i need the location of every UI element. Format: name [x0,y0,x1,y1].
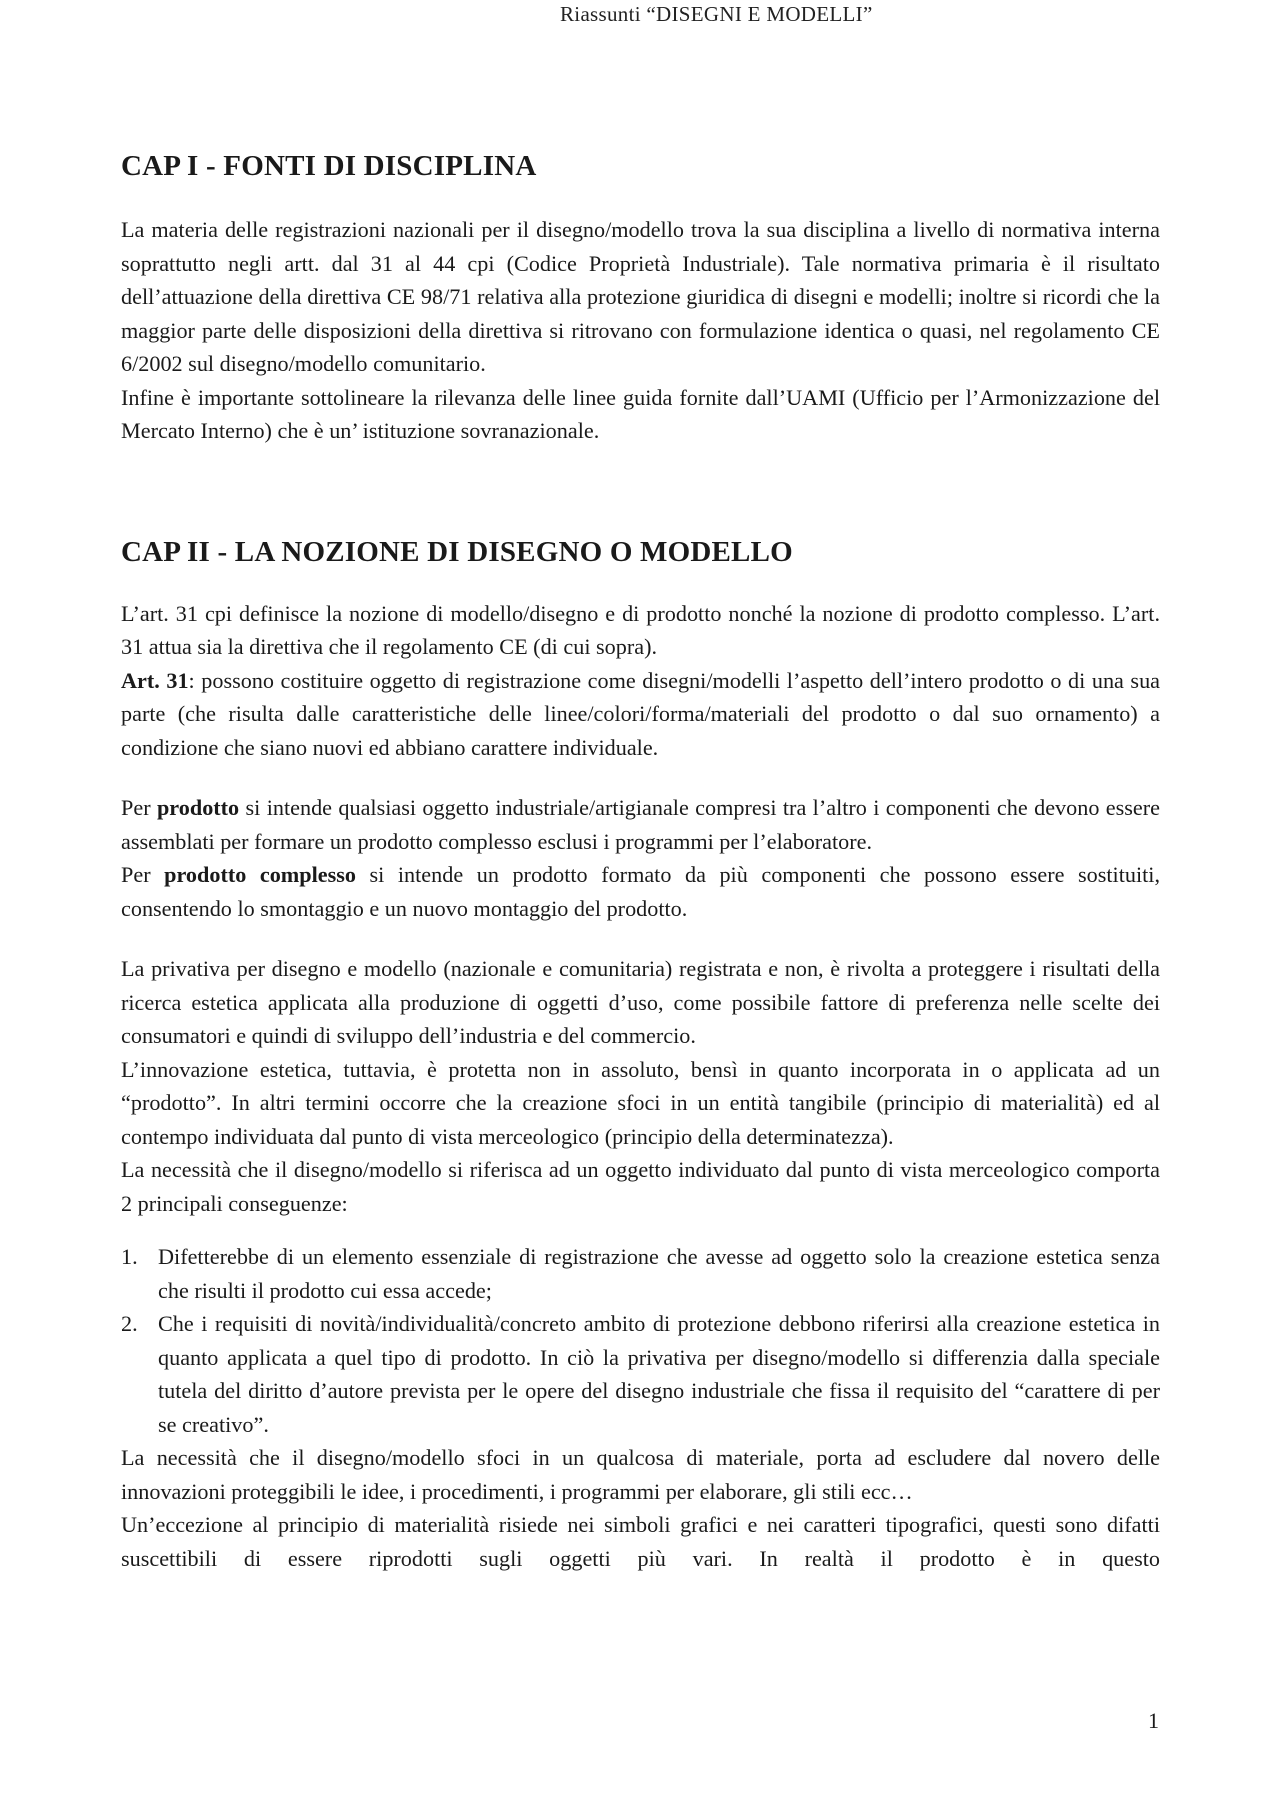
chapter-2-intro-paragraph: L’art. 31 cpi definisce la nozione di modello/disegno e di prodotto nonché la nozione di prodotto complesso. L’art. 31 attua sia la direttiva che il regolamento CE (di cui sopra). [121,600,1160,659]
chapter-1-paragraph-1: La materia delle registrazioni nazionali per il disegno/modello trova la sua disciplina a livello di normativa interna soprattutto negli artt. dal 31 al 44 cpi (Codice Proprietà Industriale). Tale normativa primaria è il risultato dell’attuazione della direttiva CE 98/71 relativa alla protezione giuridica di disegni e modelli; inoltre si ricordi che la maggior parte delle disposizioni della direttiva si ritrovano con formulazione identica o quasi, nel regolamento CE 6/2002 sul disegno/modello comunitario. [121,217,1160,376]
list-item [121,1307,1160,1441]
privativa-paragraph: La privativa per disegno e modello (nazionale e comunitaria) registrata e non, è rivolta a proteggere i risultati della ricerca estetica applicata alla produzione di oggetti d’uso, come possibile fattore di preferenza nelle scelte dei consumatori e quindi di sviluppo dell’industria e del commercio. [121,956,1160,1048]
document-body [121,148,1160,1575]
prodotto-text: si intende qualsiasi oggetto industriale/artigianale compresi tra l’altro i componenti che devono essere assemblati per formare un prodotto complesso esclusi i programmi per l’elaboratore. [121,795,1161,854]
consequences-list [121,1240,1160,1441]
complesso-text: si intende un prodotto formato da più componenti che possono essere sostituiti, consentendo lo smontaggio e un nuovo montaggio del prodotto. [121,862,1160,921]
list-item-number: 1. [121,1244,138,1269]
paragraph-spacer [121,764,1160,791]
paragraph-spacer [121,1220,1160,1240]
materiale-paragraph: La necessità che il disegno/modello sfoci in un qualcosa di materiale, porta ad escludere dal novero delle innovazioni proteggibili le idee, i procedimenti, i programmi per elaborare, gli stili ecc… [121,1445,1160,1504]
art-31-label: Art. 31 [121,667,189,693]
eccezione-paragraph: Un’eccezione al principio di materialità risiede nei simboli grafici e nei caratteri tipografici, questi sono difatti suscettibili di essere riprodotti sugli oggetti più vari. In realtà il prodotto è in questo [121,1512,1160,1571]
art-31-paragraph [121,664,1160,765]
chapter-1-paragraph-2: Infine è importante sottolineare la rilevanza delle linee guida fornite dall’UAMI (Ufficio per l’Armonizzazione del Mercato Interno) che è un’ istituzione sovranazionale. [121,384,1160,443]
list-item-text: Che i requisiti di novità/individualità/concreto ambito di protezione debbono riferirsi alla creazione estetica in quanto applicata a quel tipo di prodotto. In ciò la privativa per disegno/modello si differenzia dalla speciale tutela del diritto d’autore prevista per le opere del disegno industriale che fissa il requisito del “carattere di per se creativo”. [158,1311,1160,1437]
complesso-prefix: Per [121,862,165,887]
art-31-text: : possono costituire oggetto di registrazione come disegni/modelli l’aspetto dell’intero prodotto o di una sua parte (che risulta dalle caratteristiche delle linee/colori/forma/materiali del prodotto o dal suo ornamento) a condizione che siano nuovi ed abbiano carattere individuale. [121,667,1161,760]
innovazione-paragraph: L’innovazione estetica, tuttavia, è protetta non in assoluto, bensì in quanto incorporata in o applicata ad un “prodotto”. In altri termini occorre che la creazione sfoci in un entità tangibile (principio di materialità) ed al contempo individuata dal punto di vista merceologico (principio della determinatezza). [121,1056,1160,1149]
paragraph-spacer [121,925,1160,952]
prodotto-definition [121,791,1160,858]
necessita-paragraph: La necessità che il disegno/modello si riferisca ad un oggetto individuato dal punto di vista merceologico comporta 2 principali conseguenze: [121,1157,1160,1216]
complesso-term: prodotto complesso [164,862,356,887]
prodotto-term: prodotto [156,795,240,820]
chapter-1-title: CAP I - FONTI DI DISCIPLINA [121,150,537,182]
prodotto-prefix: Per [121,795,157,820]
prodotto-complesso-definition [121,858,1160,925]
chapter-2-title: CAP II - LA NOZIONE DI DISEGNO O MODELLO [121,535,793,568]
list-item-text: Difetterebbe di un elemento essenziale di registrazione che avesse ad oggetto solo la creazione estetica senza che risulti il prodotto cui essa accede; [158,1244,1160,1303]
list-item-number: 2. [121,1311,138,1336]
page-number: 1 [1148,1708,1159,1733]
list-item [121,1240,1160,1307]
running-header: Riassunti “DISEGNI E MODELLI” [560,2,873,26]
